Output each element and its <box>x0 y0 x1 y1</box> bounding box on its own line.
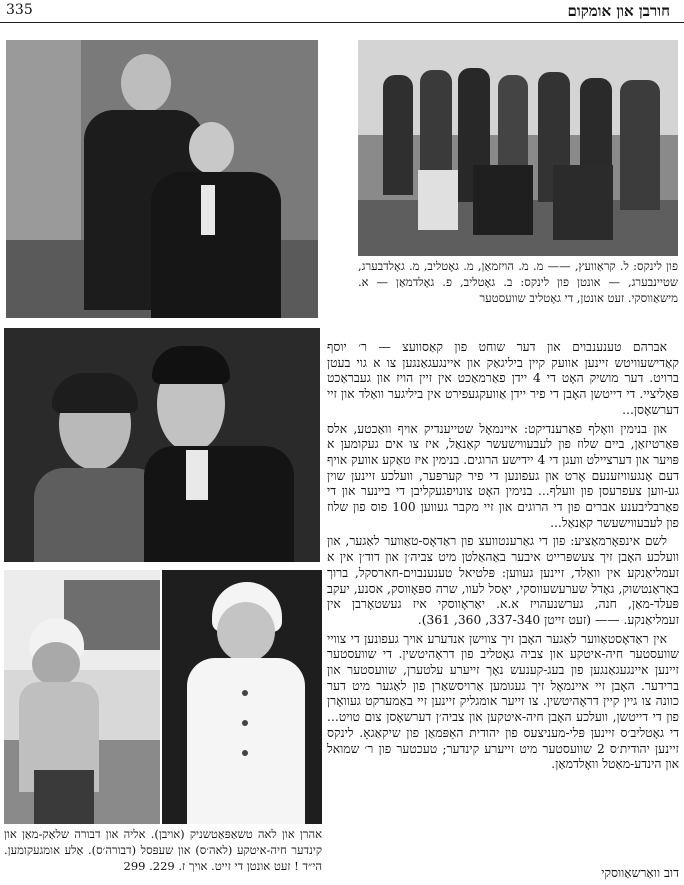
couple-photo-1 <box>6 40 318 318</box>
body-paragraph: און בנימין וואָלף פאַרענדיקט: איינמאָל שטייענדיק אויף וואַכטע, אלס פּאַרטיזאַן, ביים שלוז פון לעבעווישעשר קאַנאַל, איז צו אים געקומען א פּויער און דערציילט וועגן די 4 יידישע הרוגים. בנימין איז טאַקע אוועק אויף דעם אָנגעוויזענעם אָרט און געפונען די פיר קערפּער, וועלכע זיינען שוין גע-ווען צעפרעסן פון וועלף... בנימין האָט צונויפגעקליבן די ביינער און די פאַרבליבענע אברים פון די הרוגים און זיי מקבר געווען 100 פוס פון שלוז פון לעבעווישעשר קאַנאַל... <box>327 421 680 530</box>
body-paragraph: לשם אינפאָרמאַציע: פון די גאַרענטוועצ פון ראַדאָס-טאַווער לאַגער, און וועלכע האָבן זיך צעשפּרייט איבער באַהאַלטן מיט צביה׳ן און דוד׳ן אין א זעמליאַנקע אין וואַלד, זיינען געווען: פּלטיאל טענענבוים-חארסקל, ברוך באָראַנטשוק, גאָדל שערעשעווסקי, יאָסל לעוו, שרה ספּאָווסק, אסנע, יעקב פּעלד-מאַן, חנה, גערשנעהויז א.א. יאַראָווסקי איז געשטאָרבן אין זעמליאַנקע. —— (זעט זייטן 337-340, 360, 361). <box>327 534 679 627</box>
page-header <box>0 0 684 23</box>
group-photo-caption: פון לינקס: ל. קראַוועץ, —— מ. מ. הויזמאַן, מ. גאָטליב, מ. גאָלדבערג, שטיינבערג, — אונטן פון לינקס: ב. גאָטליב, פ. גאָלדמאַן — א. מישאַווסקי. זעט אונטן, די גאָטליב שוועסטער <box>358 259 678 305</box>
article-body <box>327 340 679 776</box>
page-number: 335 <box>6 2 33 18</box>
group-photo <box>358 40 678 256</box>
running-title: חורבן און אומקום <box>567 2 670 20</box>
body-paragraph: אין ראַדאָסטאַווער לאַגער האָבן זיך צווישן אנדערע אויך געפונען די צוויי שוועסטער חיה-איטקע און צביה גאָטליב פון דראָהיטשין. די שוועסטער זיינען איינגעגאַנגען פון בעג-קענעש נאָך זייערע עלטערן, שוועסטער און ברידער. האָבן זיי איינמאָל זיך געגומען אַרויסשאַרן פון לאַגער מיט דער כוונה צו גיין קיין דראָהיטשין. צו זייער אומגליק זיינען זיי באַמערקט געוואָרן פון די דייטשן, וועלכע האָבן חיה-איטקען און צביה׳ן דערשאָסן צום טויט... די גאָטליב׳ס זיינען פּלי-מעניצעס פון יהודית האַפּמאַן פון שיקאַגאָ. לינקס זיינען יהודית׳ס 2 שוועסטער מיט זייערע קינדער; טעכטער פון ר׳ שמואל און הינדע-מאַטל וואָלדמאַן. <box>327 631 679 772</box>
couple-photo-2 <box>4 328 320 562</box>
child-photo-2 <box>162 570 322 824</box>
bottom-photos-caption: אהרן און לאה טשאַפּאַטשניק (אויבן). אליה און דבורה שלאַק-מאַן און קינדער חיה-איטקע (לאה׳ס) און שעפּסל (דבורה׳ס). אַלע אומגעקומען. הי״ד ! זעט אונטן די זייט. אויך ז. 229. 299 <box>4 827 322 873</box>
author-signature: דוב וואַרשאַווסקי <box>601 866 679 880</box>
child-photo-1 <box>4 570 160 824</box>
body-paragraph: אברהם טענענבוים און דער שוחט פון קאַסוועצ — ר׳ יוסף קאַדישעוויטש זיינען אוועק קיין ביליגאַק און איינגעגאַנגען צו א גוי בעטן ברויט. דער מושיק האָט די 4 יידן פאַרמאַכט אין זיין הויז און געבראַכט פּאָליציי. די דייטשן האָבן די פיר יידן אַוועקגעפירט אין ביליגער וואַלד און זיי דערשאָסן... <box>327 340 679 417</box>
